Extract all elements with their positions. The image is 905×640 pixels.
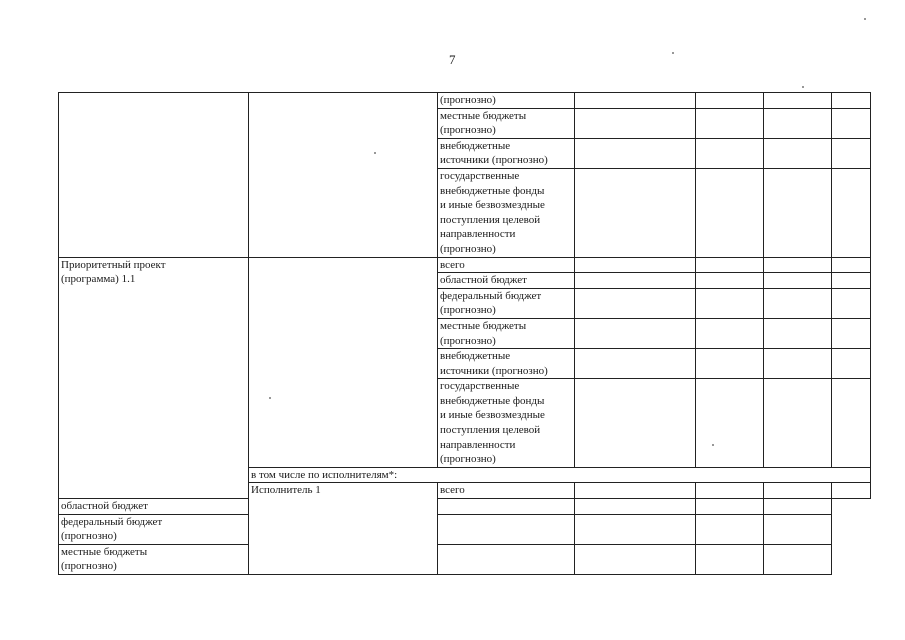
value-cell bbox=[696, 93, 764, 109]
value-cell bbox=[764, 483, 832, 499]
value-cell bbox=[764, 544, 832, 574]
value-cell bbox=[832, 168, 871, 257]
value-cell bbox=[575, 483, 696, 499]
source-cell: федеральный бюджет (прогнозно) bbox=[59, 514, 249, 544]
source-cell: (прогнозно) bbox=[438, 93, 575, 109]
scan-speck bbox=[672, 52, 674, 54]
value-cell bbox=[832, 349, 871, 379]
value-cell bbox=[764, 93, 832, 109]
value-cell bbox=[696, 514, 764, 544]
value-cell bbox=[832, 108, 871, 138]
value-cell bbox=[438, 499, 575, 515]
value-cell bbox=[575, 273, 696, 289]
continued-name-cell bbox=[59, 93, 249, 258]
source-cell: всего bbox=[438, 257, 575, 273]
source-cell: местные бюджеты (прогнозно) bbox=[438, 108, 575, 138]
source-cell: государственные внебюджетные фонды и иные безвозмездные поступления целевой направленности (прогнозно) bbox=[438, 379, 575, 468]
value-cell bbox=[575, 544, 696, 574]
value-cell bbox=[696, 318, 764, 348]
value-cell bbox=[832, 318, 871, 348]
project-name-cell bbox=[59, 257, 249, 499]
value-cell bbox=[438, 544, 575, 574]
value-cell bbox=[696, 349, 764, 379]
performer-name-cell bbox=[249, 483, 438, 575]
performer-name: Исполнитель 1 bbox=[251, 484, 321, 497]
value-cell bbox=[696, 483, 764, 499]
source-cell: государственные внебюджетные фонды и иные безвозмездные поступления целевой направленности (прогнозно) bbox=[438, 168, 575, 257]
scan-speck bbox=[712, 444, 714, 446]
value-cell bbox=[696, 257, 764, 273]
source-cell: областной бюджет bbox=[59, 499, 249, 515]
value-cell bbox=[832, 379, 871, 468]
value-cell bbox=[575, 288, 696, 318]
value-cell bbox=[575, 108, 696, 138]
source-cell: местные бюджеты (прогнозно) bbox=[59, 544, 249, 574]
value-cell bbox=[696, 288, 764, 318]
value-cell bbox=[832, 93, 871, 109]
value-cell bbox=[832, 138, 871, 168]
table-row bbox=[59, 257, 871, 273]
value-cell bbox=[764, 168, 832, 257]
performers-header-cell bbox=[249, 467, 871, 483]
source-cell: местные бюджеты (прогнозно) bbox=[438, 318, 575, 348]
value-cell bbox=[832, 288, 871, 318]
value-cell bbox=[696, 138, 764, 168]
table-row bbox=[59, 514, 871, 544]
performers-header: в том числе по исполнителям*: bbox=[251, 468, 398, 481]
value-cell bbox=[696, 499, 764, 515]
continued-performer-cell bbox=[249, 93, 438, 258]
value-cell bbox=[575, 318, 696, 348]
value-cell bbox=[832, 483, 871, 499]
source-cell: федеральный бюджет (прогнозно) bbox=[438, 288, 575, 318]
source-cell: областной бюджет bbox=[438, 273, 575, 289]
table-row bbox=[59, 544, 871, 574]
scan-speck bbox=[864, 18, 866, 20]
value-cell bbox=[438, 514, 575, 544]
source-cell: внебюджетные источники (прогнозно) bbox=[438, 349, 575, 379]
value-cell bbox=[764, 257, 832, 273]
value-cell bbox=[696, 168, 764, 257]
source-cell: внебюджетные источники (прогнозно) bbox=[438, 138, 575, 168]
value-cell bbox=[696, 544, 764, 574]
value-cell bbox=[696, 273, 764, 289]
value-cell bbox=[764, 499, 832, 515]
scan-speck bbox=[374, 152, 376, 154]
value-cell bbox=[575, 257, 696, 273]
value-cell bbox=[764, 138, 832, 168]
scan-speck bbox=[269, 397, 271, 399]
value-cell bbox=[832, 257, 871, 273]
value-cell bbox=[696, 108, 764, 138]
source-cell: всего bbox=[438, 483, 575, 499]
value-cell bbox=[575, 349, 696, 379]
value-cell bbox=[575, 514, 696, 544]
value-cell bbox=[764, 379, 832, 468]
value-cell bbox=[764, 108, 832, 138]
page-number: 7 bbox=[449, 52, 456, 67]
value-cell bbox=[575, 138, 696, 168]
value-cell bbox=[575, 168, 696, 257]
value-cell bbox=[764, 318, 832, 348]
value-cell bbox=[832, 273, 871, 289]
project-performer-cell bbox=[249, 257, 438, 467]
value-cell bbox=[696, 379, 764, 468]
value-cell bbox=[764, 514, 832, 544]
value-cell bbox=[764, 349, 832, 379]
table-row bbox=[59, 93, 871, 109]
budget-table bbox=[58, 92, 871, 575]
table-row bbox=[59, 499, 871, 515]
scan-speck bbox=[802, 86, 804, 88]
value-cell bbox=[575, 93, 696, 109]
project-name: Приоритетный проект (программа) 1.1 bbox=[61, 258, 166, 286]
value-cell bbox=[764, 288, 832, 318]
value-cell bbox=[575, 499, 696, 515]
value-cell bbox=[575, 379, 696, 468]
value-cell bbox=[764, 273, 832, 289]
